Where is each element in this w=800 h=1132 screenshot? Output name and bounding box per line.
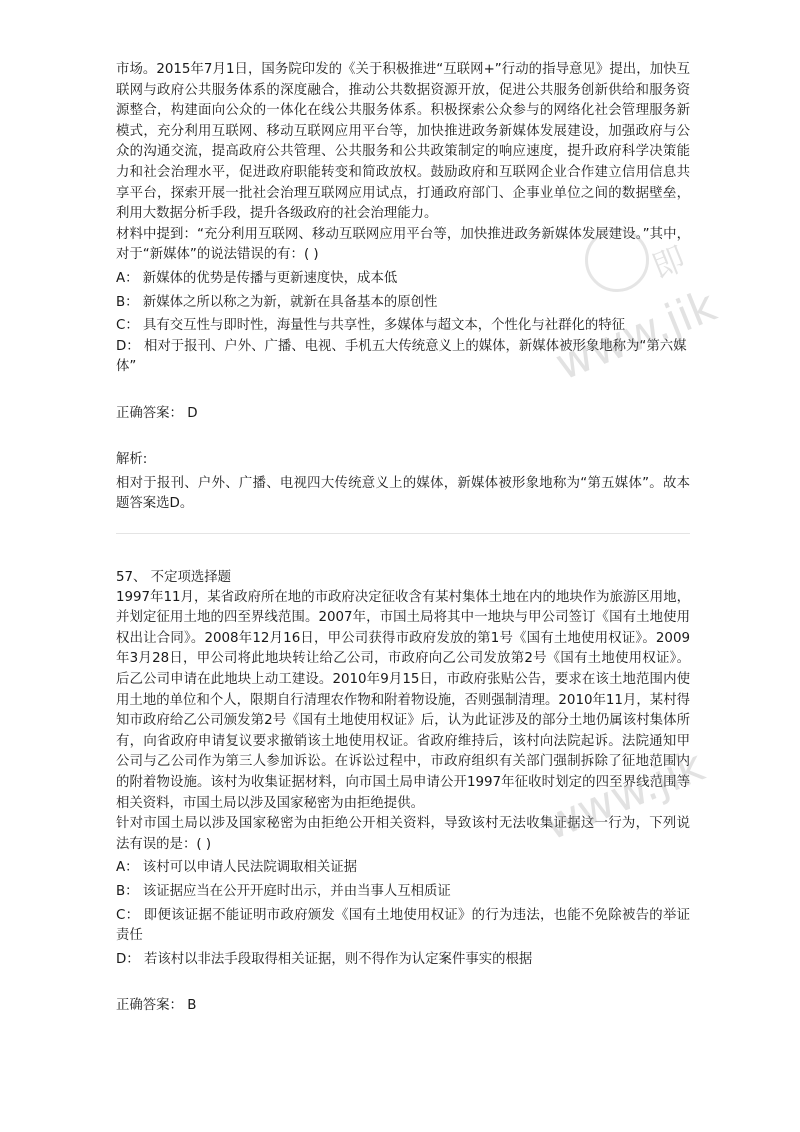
answer-label: 正确答案： (116, 998, 183, 1014)
q56-analysis-label: 解析: (116, 451, 148, 467)
q57-answer (116, 996, 690, 1016)
watermark-logo-icon (585, 228, 649, 292)
q57-passage: 1997年11月，某省政府所在地的市政府决定征收含有某村集体土地在内的地块作为旅游区用地，并划定征用土地的四至界线范围。2007年，市国土局将其中一地块与甲公司签订《国有土地使用权出让合同》。2008年12月16日，甲公司获得市政府发放的第1号《国有土地使用权证》。2009年3月28日，甲公司将此地块转让给乙公司，市政府向乙公司发放第2号《国有土地使用权证》。后乙公司申请在此地块上动工建设。2010年9月15日，市政府张贴公告，要求在该土地范围内使用土地的单位和个人，限期自行清理农作物和附着物设施，否则强制清理。2010年11月，某村得知市政府给乙公司颁发第2号《国有土地使用权证》后，认为此证涉及的部分土地仍属该村集体所有，向省政府申请复议要求撤销该土地使用权证。省政府维持后，该村向法院起诉。法院通知甲公司与乙公司作为第三人参加诉讼。在诉讼过程中，市政府组织有关部门强制拆除了征地范围内的附着物设施。该村为收集证据材料，向市国土局申请公开1997年征收时划定的四至界线范围等相关资料，市国土局以涉及国家秘密为由拒绝提供。 (116, 589, 690, 811)
q56-option-a: A： 新媒体的优势是传播与更新速度快，成本低 (116, 270, 398, 286)
watermark-site-lower: www.jik (536, 740, 712, 851)
watermark-brand: 即 (646, 239, 691, 287)
q56-answer (116, 404, 690, 424)
q57-option-b: B： 该证据应当在公开开庭时出示，并由当事人互相质证 (116, 884, 451, 899)
q56-option-c: C： 具有交互性与即时性，海量性与共享性，多媒体与超文本，个性化与社群化的特征 (116, 318, 626, 334)
answer-label: 正确答案： (116, 405, 183, 421)
q56-question: 材料中提到：“充分利用互联网、移动互联网应用平台等，加快推进政务新媒体发展建设。”其中，对于“新媒体”的说法错误的有：( ) (116, 226, 690, 263)
q57-question: 针对市国土局以涉及国家秘密为由拒绝公开相关资料，导致该村无法收集证据这一行为，下列说法有误的是：( ) (116, 816, 690, 852)
q57-option-c: C： 即便该证据不能证明市政府颁发《国有土地使用权证》的行为违法，也能不免除被告的举证责任 (116, 907, 690, 944)
document-page (116, 60, 690, 1016)
q57-option-a: A： 该村可以申请人民法院调取相关证据 (116, 860, 358, 876)
answer-value: B (187, 998, 197, 1014)
answer-value: D (187, 405, 198, 421)
q56-analysis: 相对于报刊、户外、广播、电视四大传统意义上的媒体，新媒体被形象地称为“第五媒体”。故本题答案选D。 (116, 475, 690, 512)
watermark-site-upper: www.jik (548, 280, 724, 391)
q56-option-d: D： 相对于报刊、户外、广播、电视、手机五大传统意义上的媒体，新媒体被形象地称为“第六媒体” (116, 338, 687, 375)
q57-header: 57、 不定项选择题 (116, 569, 232, 585)
q56-option-b: B： 新媒体之所以称之为新，就新在具备基本的原创性 (116, 294, 438, 310)
q56-passage: 市场。2015年7月1日，国务院印发的《关于积极推进“互联网+”行动的指导意见》提出，加快互联网与政府公共服务体系的深度融合，推动公共数据资源开放，促进公共服务创新供给和服务资源整合，构建面向公众的一体化在线公共服务体系。积极探索公众参与的网络化社会管理服务新模式，充分利用互联网、移动互联网应用平台等，加快推进政务新媒体发展建设，加强政府与公众的沟通交流，提高政府公共管理、公共服务和公共政策制定的响应速度，提升政府科学决策能力和社会治理水平，促进政府职能转变和简政放权。鼓励政府和互联网企业合作建立信用信息共享平台，探索开展一批社会治理互联网应用试点，打通政府部门、企事业单位之间的数据壁垒，利用大数据分析手段，提升各级政府的社会治理能力。 (116, 62, 690, 222)
q57-option-d: D： 若该村以非法手段取得相关证据，则不得作为认定案件事实的根据 (116, 951, 533, 967)
